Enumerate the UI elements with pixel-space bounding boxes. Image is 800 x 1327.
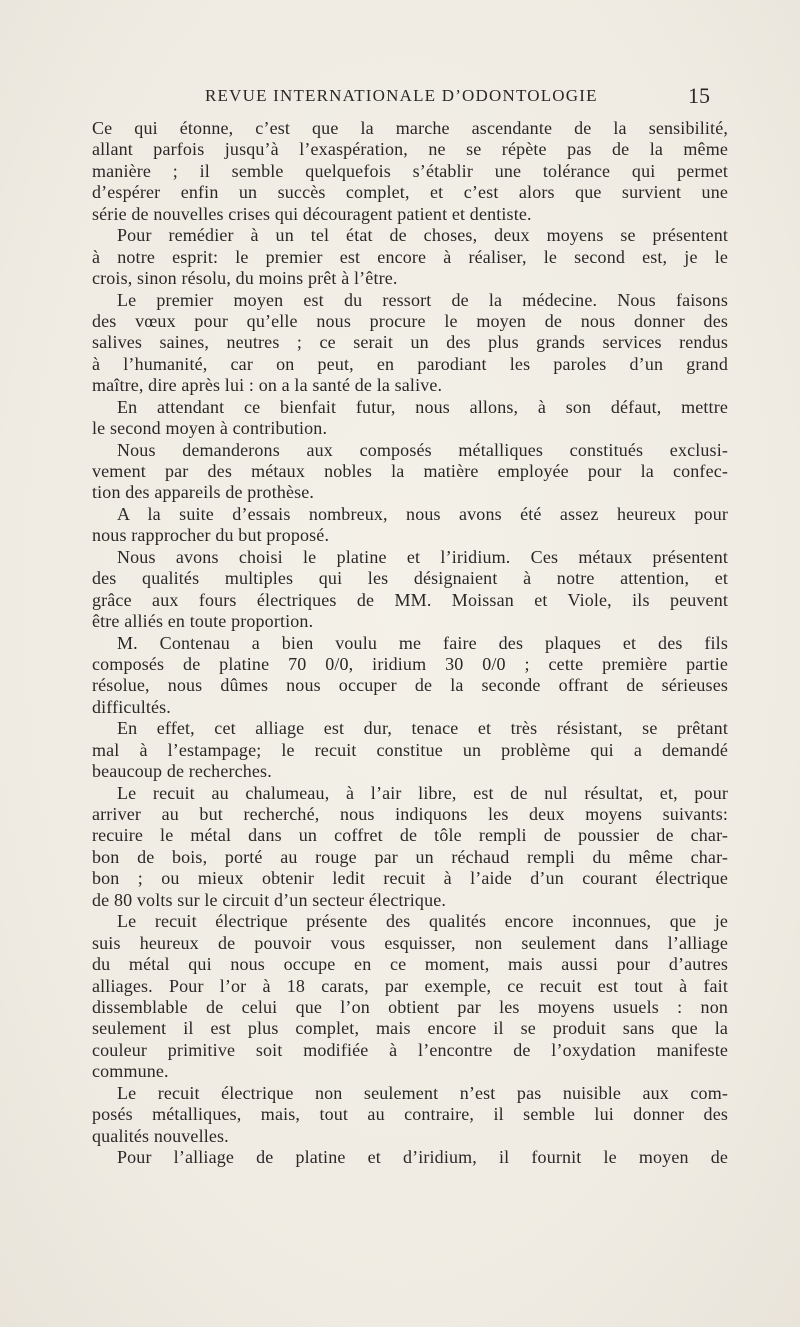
text-line: bon ; ou mieux obtenir ledit recuit à l’aide d’un courant électrique	[92, 868, 728, 889]
text-line: A la suite d’essais nombreux, nous avons été assez heureux pour	[117, 503, 728, 524]
text-line: tion des appareils de prothèse.	[92, 482, 315, 503]
text-line: grâce aux fours électriques de MM. Moissan et Viole, ils peuvent	[92, 589, 728, 610]
text-line: M. Contenau a bien voulu me faire des plaques et des fils	[117, 632, 728, 653]
text-line: Le premier moyen est du ressort de la médecine. Nous faisons	[117, 289, 728, 310]
text-line: manière ; il semble quelquefois s’établir une tolérance qui permet	[92, 160, 728, 181]
text-line: bon de bois, porté au rouge par un réchaud rempli du même char-	[92, 846, 728, 867]
text-line: qualités nouvelles.	[92, 1125, 229, 1146]
text-line: Ce qui étonne, c’est que la marche ascendante de la sensibilité,	[92, 118, 728, 138]
text-line: recuire le métal dans un coffret de tôle rempli de poussier de char-	[92, 825, 728, 846]
text-line: Pour remédier à un tel état de choses, deux moyens se présentent	[117, 225, 728, 246]
text-line: seulement il est plus complet, mais encore il se produit sans que la	[92, 1018, 728, 1039]
text-line: à l’humanité, car on peut, en parodiant les paroles d’un grand	[92, 353, 728, 374]
text-line: allant parfois jusqu’à l’exaspération, ne se répète pas de la même	[92, 139, 728, 160]
text-line: série de nouvelles crises qui découragent patient et dentiste.	[92, 203, 532, 224]
text-line: commune.	[92, 1061, 169, 1082]
text-line: crois, sinon résolu, du moins prêt à l’être.	[92, 268, 398, 289]
text-line: le second moyen à contribution.	[92, 418, 328, 439]
text-line: composés de platine 70 0/0, iridium 30 0/0 ; cette première partie	[92, 653, 728, 674]
text-line: nous rapprocher du but proposé.	[92, 525, 330, 546]
text-line: mal à l’estampage; le recuit constitue un problème qui a demandé	[92, 739, 728, 760]
text-line: d’espérer enfin un succès complet, et c’est alors que survient une	[92, 182, 728, 203]
text-line: à notre esprit: le premier est encore à réaliser, le second est, je le	[92, 246, 728, 267]
text-line: maître, dire après lui : on a la santé de la salive.	[92, 375, 443, 396]
text-line: beaucoup de recherches.	[92, 761, 272, 782]
text-line: Nous avons choisi le platine et l’iridium. Ces métaux présentent	[117, 546, 728, 567]
text-line: des vœux pour qu’elle nous procure le moyen de nous donner des	[92, 310, 728, 331]
text-line: posés métalliques, mais, tout au contraire, il semble lui donner des	[92, 1104, 728, 1125]
text-line: couleur primitive soit modifiée à l’encontre de l’oxydation manifeste	[92, 1039, 728, 1060]
text-line: des qualités multiples qui les désignaient à notre attention, et	[92, 568, 728, 589]
text-line: Pour l’alliage de platine et d’iridium, il fournit le moyen de	[117, 1147, 728, 1167]
running-header	[0, 83, 800, 110]
text-line: dissemblable de celui que l’on obtient par les moyens usuels : non	[92, 996, 728, 1017]
text-line: difficultés.	[92, 696, 171, 717]
text-line: En effet, cet alliage est dur, tenace et très résistant, se prêtant	[117, 718, 728, 739]
text-line: alliages. Pour l’or à 18 carats, par exemple, ce recuit est tout à fait	[92, 975, 728, 996]
text-line: résolue, nous dûmes nous occuper de la seconde offrant de sérieuses	[92, 675, 728, 696]
text-line: Le recuit au chalumeau, à l’air libre, est de nul résultat, et, pour	[117, 782, 728, 803]
text-line: être alliés en toute proportion.	[92, 611, 314, 632]
page-number: 15	[688, 83, 710, 108]
text-line: suis heureux de pouvoir vous esquisser, non seulement dans l’alliage	[92, 932, 728, 953]
text-line: du métal qui nous occupe en ce moment, mais aussi pour d’autres	[92, 954, 728, 975]
text-line: En attendant ce bienfait futur, nous allons, à son défaut, mettre	[117, 396, 728, 417]
text-line: arriver au but recherché, nous indiquons les deux moyens suivants:	[92, 804, 728, 824]
text-line: Le recuit électrique présente des qualités encore inconnues, que je	[117, 911, 728, 932]
text-line: de 80 volts sur le circuit d’un secteur électrique.	[92, 889, 447, 910]
text-line: Le recuit électrique non seulement n’est pas nuisible aux com-	[117, 1082, 728, 1103]
text-line: vement par des métaux nobles la matière employée pour la confec-	[92, 461, 728, 481]
text-line: Nous demanderons aux composés métalliques constitués exclusi-	[117, 439, 728, 460]
running-title: REVUE INTERNATIONALE D’ODONTOLOGIE	[205, 86, 598, 105]
text-line: salives saines, neutres ; ce serait un des plus grands services rendus	[92, 332, 728, 353]
body-text	[92, 118, 728, 1168]
